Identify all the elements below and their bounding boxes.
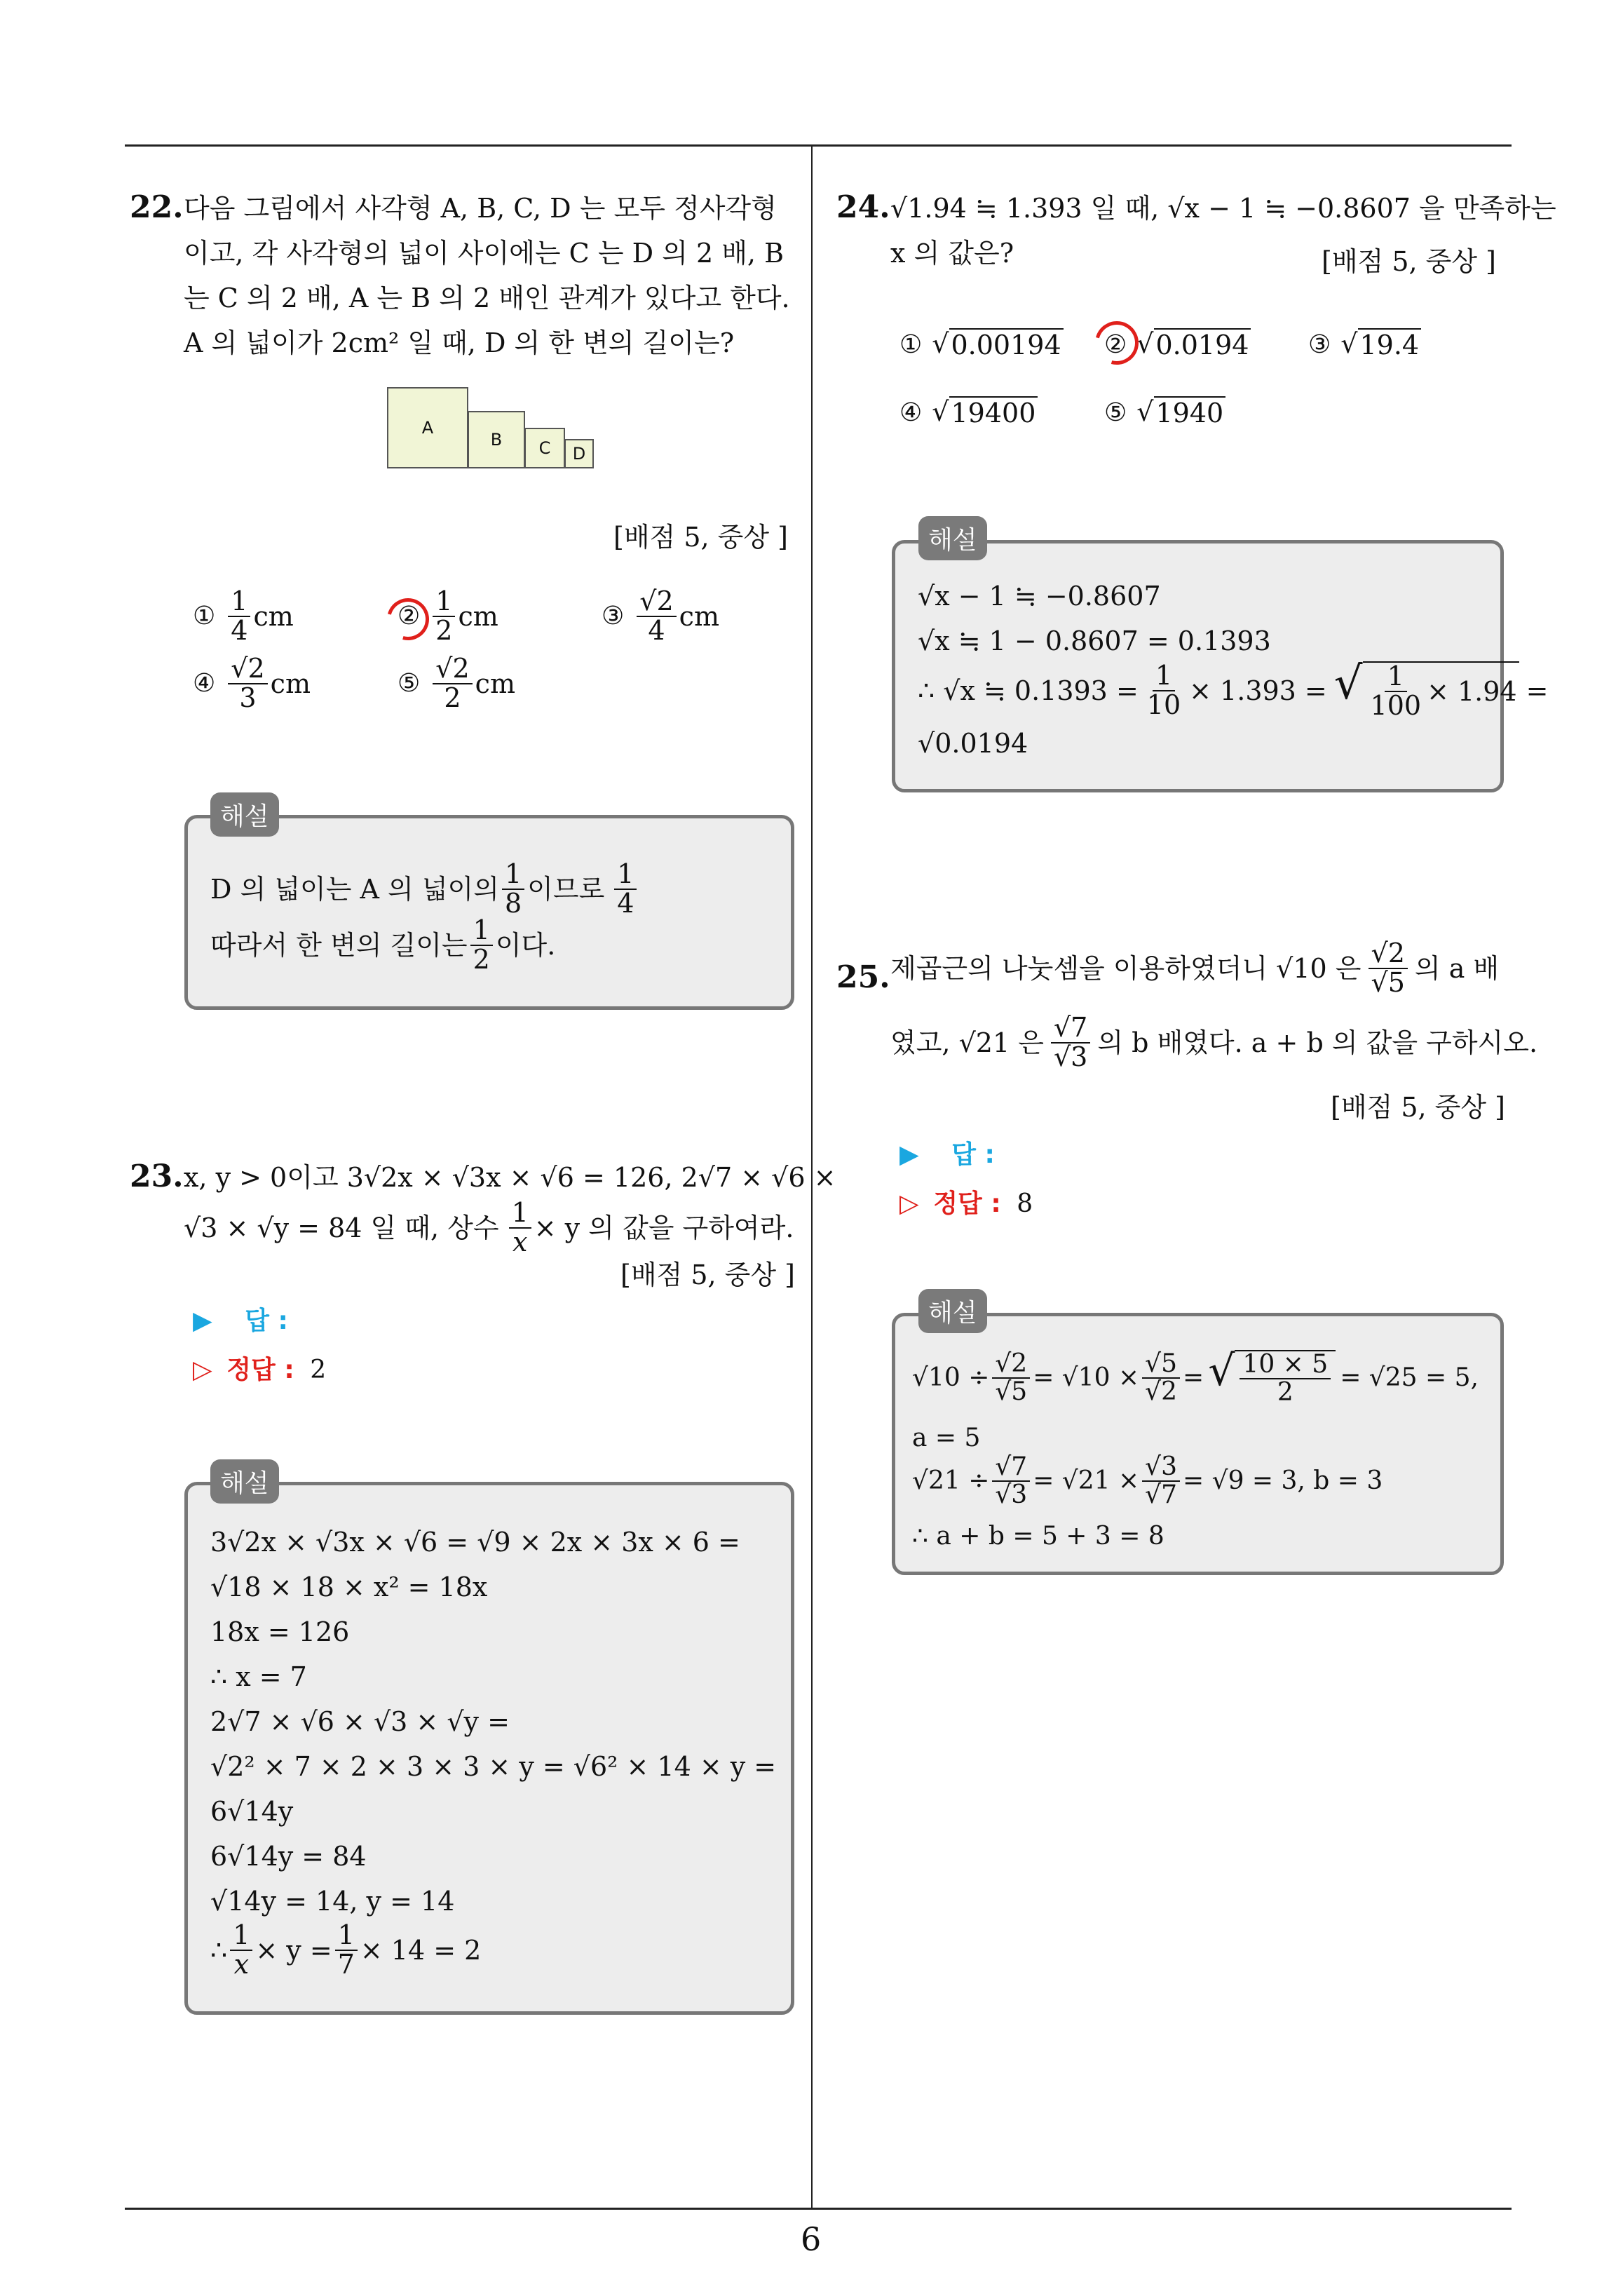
q23-exp-line-7: 6√14y: [210, 1796, 294, 1827]
q23-correct-value: 2: [310, 1356, 327, 1384]
q23-text-line-1: x, y > 0이고 3√2x × √3x × √6 = 126, 2√7 × √6 ×: [184, 1162, 836, 1193]
q23-exp-line-6: √2² × 7 × 2 × 3 × 3 × y = √6² × 14 × y =: [210, 1751, 777, 1782]
q23-exp-line-5: 2√7 × √6 × √3 × √y =: [210, 1706, 510, 1737]
q22-choice-3[interactable]: [602, 588, 719, 645]
q25-correct-value: 8: [1017, 1189, 1033, 1218]
choice-number: ①: [193, 602, 216, 631]
fraction: $\frac{1}{4}$: [228, 588, 250, 645]
q24-number: 24.: [836, 189, 890, 225]
q23-exp-line-3: 18x = 126: [210, 1616, 350, 1647]
q23-exp-line-10: ∴ $\frac{1}{x}$ × y = $\frac{1}{7}$ × 14 = 2: [210, 1919, 482, 1980]
q24-selected-mark: [1087, 313, 1147, 373]
q23-answer-row[interactable]: [193, 1301, 288, 1337]
choice-number: ④: [899, 398, 923, 427]
q25-number: 25.: [836, 959, 890, 995]
q25-explanation-tag: 해설: [918, 1289, 987, 1333]
bottom-rule: [125, 2208, 1512, 2210]
q23-exp-line-9: √14y = 14, y = 14: [210, 1886, 455, 1917]
q22-number: 22.: [130, 189, 184, 225]
q22-explanation-box: [184, 815, 794, 1010]
q25-text-line-2: 였고, √21 은 $\frac{√7}{√3}$ 의 b 배였다. a + b 의 값을 구하시오.: [890, 1012, 1538, 1072]
choice-number: ⑤: [398, 669, 421, 698]
choice-number: ②: [1104, 330, 1127, 359]
q23-explanation-tag: 해설: [210, 1459, 279, 1504]
unit: cm: [270, 668, 311, 699]
q24-exp-line-3: ∴ √x ≒ 0.1393 = $\frac{1}{10}$ × 1.393 = √ $\frac{1}{100}$ × 1.94 =: [918, 658, 1549, 721]
square-a: A: [387, 387, 468, 468]
choice-number: ⑤: [1104, 398, 1127, 427]
q24-text-line-2: x 의 값은?: [890, 238, 1014, 269]
q22-text-line-2: 이고, 각 사각형의 넓이 사이에는 C 는 D 의 2 배, B: [184, 238, 785, 269]
q23-meta: [배점 5, 중상 ]: [620, 1260, 795, 1290]
q24-exp-line-2: √x ≒ 1 − 0.8607 = 0.1393: [918, 626, 1271, 656]
q22-meta: [배점 5, 중상 ]: [613, 522, 788, 553]
q25-correct-row: [899, 1184, 1033, 1220]
q24-exp-line-1: √x − 1 ≒ −0.8607: [918, 581, 1161, 612]
play-icon: ▶: [899, 1140, 919, 1169]
q22-text-line-4: A 의 넓이가 2cm² 일 때, D 의 한 변의 길이는?: [184, 327, 735, 358]
q24-choice-2[interactable]: ② √ 0.0194: [1104, 328, 1251, 360]
choice-number: ①: [899, 330, 923, 359]
q22-exp-line-1: D 의 넓이는 A 의 넓이의 $\frac{1}{8}$ 이므로 $\frac{1}{4}$: [210, 860, 639, 918]
fraction: $\frac{√2}{3}$: [228, 655, 267, 713]
q23-correct-label: 정답 :: [226, 1356, 294, 1384]
q24-choice-4[interactable]: ④ √ 19400: [899, 396, 1038, 428]
q23-number: 23.: [130, 1159, 184, 1194]
q25-explanation-box: [892, 1313, 1504, 1575]
unit: cm: [458, 600, 498, 632]
q23-answer-label: 답 :: [245, 1306, 288, 1335]
q23-exp-line-8: 6√14y = 84: [210, 1841, 367, 1872]
q23-explanation-box: [184, 1482, 794, 2015]
q24-choice-1[interactable]: ① √ 0.00194: [899, 328, 1064, 360]
square-c: C: [524, 428, 565, 468]
q23-exp-line-1: 3√2x × √3x × √6 = √9 × 2x × 3x × 6 =: [210, 1527, 740, 1558]
q25-exp-line-1: √10 ÷ $\frac{√2}{√5}$ = √10 × $\frac{√5}{√2}$ = √ $\frac{10 \times 5}{2}$ = √25 = 5,: [912, 1346, 1479, 1407]
q25-answer-label: 답 :: [951, 1140, 995, 1169]
q22-explanation-tag: 해설: [210, 792, 279, 837]
choice-number: ③: [602, 602, 625, 631]
page-number: 6: [801, 2220, 822, 2258]
q25-correct-label: 정답 :: [933, 1189, 1001, 1218]
q22-exp-line-2: 따라서 한 변의 길이는 $\frac{1}{2}$ 이다.: [210, 914, 556, 975]
square-b: B: [468, 411, 525, 468]
unit: cm: [475, 668, 515, 699]
choice-number: ④: [193, 669, 216, 698]
q24-text-line-1: √1.94 ≒ 1.393 일 때, √x − 1 ≒ −0.8607 을 만족하는: [890, 193, 1556, 224]
q23-text-line-2: √3 × √y = 84 일 때, 상수 $\frac{1}{x}$ × y 의 값을 구하여라.: [184, 1197, 794, 1257]
q24-explanation-tag: 해설: [918, 516, 987, 560]
play-icon: ▶: [193, 1306, 212, 1335]
fraction: $\frac{√2}{4}$: [637, 588, 676, 645]
outline-play-icon: ▷: [193, 1356, 212, 1384]
q24-choice-5[interactable]: ⑤ √ 1940: [1104, 396, 1225, 428]
q22-choice-5[interactable]: [398, 655, 515, 713]
q22-text-line-1: 다음 그림에서 사각형 A, B, C, D 는 모두 정사각형: [184, 193, 777, 224]
q25-exp-line-3: √21 ÷ $\frac{√7}{√3}$ = √21 × $\frac{√3}{√7}$ = √9 = 3, b = 3: [912, 1452, 1383, 1509]
unit: cm: [253, 600, 294, 632]
q23-exp-line-4: ∴ x = 7: [210, 1661, 307, 1692]
q25-meta: [배점 5, 중상 ]: [1331, 1092, 1505, 1123]
top-rule: [125, 144, 1512, 147]
q25-text-line-1: 제곱근의 나눗셈을 이용하였더니 √10 은 $\frac{√2}{√5}$ 의 a 배: [890, 938, 1500, 998]
fraction: $\frac{1}{2}$: [433, 588, 455, 645]
q24-choice-3[interactable]: ③ √ 19.4: [1308, 328, 1421, 360]
choice-number: ③: [1308, 330, 1331, 359]
q24-meta: [배점 5, 중상 ]: [1322, 246, 1496, 277]
q22-choice-4[interactable]: [193, 655, 311, 713]
square-d: D: [564, 439, 594, 468]
q24-explanation-box: [892, 540, 1549, 792]
q24-exp-line-4: √0.0194: [918, 728, 1028, 759]
q25-exp-line-2: a = 5: [912, 1424, 981, 1452]
q22-choice-1[interactable]: [193, 588, 294, 645]
unit: cm: [679, 600, 719, 632]
outline-play-icon: ▷: [899, 1189, 919, 1218]
q23-exp-line-2: √18 × 18 × x² = 18x: [210, 1572, 488, 1602]
q23-correct-row: [193, 1350, 326, 1386]
fraction: $\frac{√2}{2}$: [433, 655, 472, 713]
q25-answer-row[interactable]: [899, 1135, 995, 1170]
q22-text-line-3: 는 C 의 2 배, A 는 B 의 2 배인 관계가 있다고 한다.: [184, 283, 790, 313]
q25-exp-line-4: ∴ a + b = 5 + 3 = 8: [912, 1522, 1164, 1551]
choice-number: ②: [398, 602, 421, 631]
